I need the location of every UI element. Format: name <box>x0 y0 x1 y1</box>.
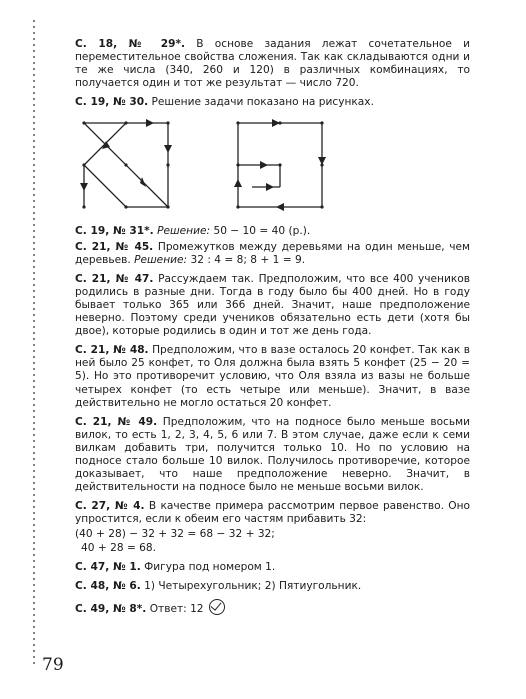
paragraph-text: Предположим, что на подносе было меньше восьми вилок, то есть 1, 2, 3, 4, 5, 6 или 7. В этом случае, даже если к семи вилкам добавить три, получится только 10. Но по условию на подносе стало больше 10 вилок. Получилось противоречие, которое доказывает, что наше предположение неверно. Значит, в действительности на подносе было не меньше восьми вилок. <box>75 415 470 494</box>
answer-paragraph <box>75 241 470 267</box>
equation-line: (40 + 28) − 32 + 32 = 68 − 32 + 32; <box>75 528 275 541</box>
answer-paragraph <box>75 344 470 409</box>
paragraph-text: В основе задания лежат сочетательное и переместительное свойства сложения. Так как складываются одни и те же числа (340, 260 и 120) в различных комбинациях, то получается один и тот же результат — число 720. <box>75 38 470 90</box>
exercise-reference: С. 19, № 31*. <box>75 225 154 238</box>
solution-diagrams <box>75 115 470 215</box>
paragraph-text: 1) Четырехугольник; 2) Пятиугольник. <box>144 579 362 592</box>
exercise-reference: С. 48, № 6. <box>75 579 141 592</box>
paragraph-text: Фигура под номером 1. <box>144 560 276 573</box>
paragraph-text: Промежутков между деревьями на один меньше, чем деревьев. <box>75 240 470 266</box>
solution-text: 32 : 4 = 8; 8 + 1 = 9. <box>190 253 306 266</box>
answer-paragraph <box>75 416 470 495</box>
answer-paragraph <box>75 96 470 109</box>
answer-paragraph <box>75 580 470 593</box>
exercise-reference: С. 47, № 1. <box>75 560 141 573</box>
paragraph-text: Ответ: 12 <box>149 602 204 615</box>
exercise-reference: С. 18, № 29*. <box>75 38 186 50</box>
paragraph-text: Предположим, что в вазе осталось 20 конфет. Так как в ней было 25 конфет, то Оля должна была взять 5 конфет (25 − 20 = 5). Но это противоречит условию, что Оля взяла из вазы не больше четырех конфет (то есть четыре или меньше). Значит, в вазе действительно не могло остаться 20 конфет. <box>75 344 470 409</box>
equations-block <box>75 528 470 554</box>
answer-paragraph <box>75 561 470 574</box>
answer-paragraph <box>75 500 470 526</box>
exercise-reference: С. 27, № 4. <box>75 500 145 513</box>
exercise-reference: С. 21, № 48. <box>75 344 149 357</box>
paragraph-text: Рассуждаем так. Предположим, что все 400 учеников родились в разные дни. Тогда в году было бы 400 дней. Но в году бывает только 365 или 366 дней. Значит, наше предположение неверно. Поэтому среди учеников обязательно есть дети (хотя бы двое), которые родились в один и тот же день года. <box>75 272 470 338</box>
exercise-reference: С. 21, № 45. <box>75 240 154 253</box>
exercise-reference: С. 49, № 8*. <box>75 602 147 615</box>
check-mark-icon <box>209 599 225 615</box>
equation-line: 40 + 28 = 68. <box>81 541 157 554</box>
page-content <box>75 38 470 622</box>
answer-paragraph <box>75 225 470 238</box>
diagram-left <box>78 115 188 215</box>
solution-label: Решение: <box>157 225 211 238</box>
paragraph-text: В качестве примера рассмотрим первое равенство. Оно упростится, если к обеим его частям прибавить 32: <box>75 500 470 526</box>
exercise-reference: С. 21, № 49. <box>75 415 158 428</box>
paragraph-text: 50 − 10 = 40 (р.). <box>213 225 311 238</box>
answer-paragraph <box>75 273 470 338</box>
answer-paragraph <box>75 599 470 616</box>
paragraph-text: Решение задачи показано на рисунках. <box>151 96 374 109</box>
solution-label: Решение: <box>134 253 188 266</box>
exercise-reference: С. 19, № 30. <box>75 96 149 109</box>
page-number: 79 <box>42 655 64 675</box>
dotted-margin-line <box>33 18 35 668</box>
answer-paragraph <box>75 38 470 90</box>
exercise-reference: С. 21, № 47. <box>75 272 154 285</box>
diagram-right <box>232 115 342 215</box>
